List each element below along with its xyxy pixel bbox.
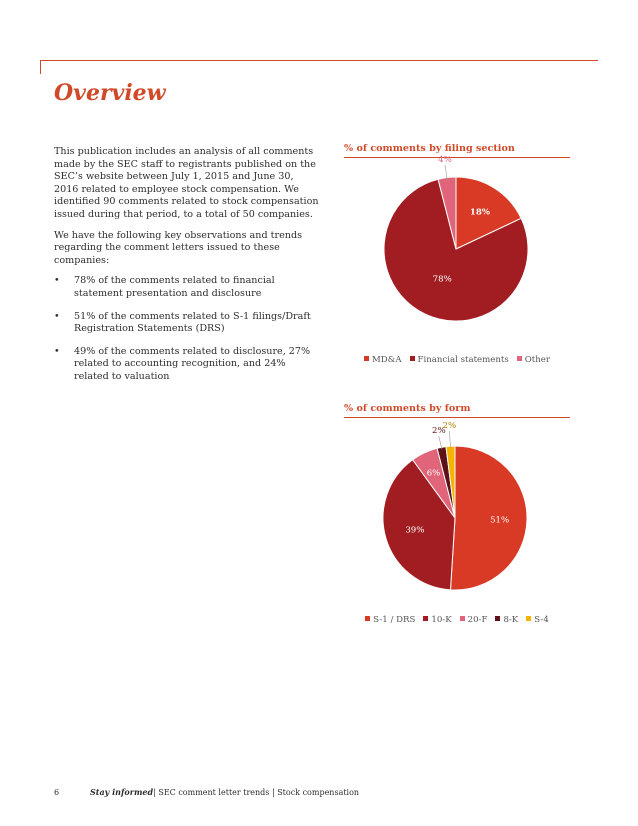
legend-swatch [460,616,465,621]
pie-data-label: 78% [432,274,452,285]
chart-legend [344,615,570,625]
legend-item [423,615,451,625]
legend-label: MD&A [371,355,402,365]
legend-label: S-1 / DRS [373,615,416,625]
pie-data-label: 18% [469,207,490,218]
form-pie-chart [344,421,570,601]
chart-title: % of comments by filing section [344,143,570,158]
list-item [54,346,319,384]
page-footer [54,787,359,797]
body-text [54,146,319,394]
bullet-icon: • [54,345,60,357]
legend-label: Other [524,355,550,365]
page-title: Overview [54,80,166,106]
legend-item [526,615,549,625]
legend-swatch [410,356,415,361]
legend-item [460,615,488,625]
legend-swatch [364,356,369,361]
chart-legend [344,355,570,365]
lead-paragraph: We have the following key observations and trends regarding the comment letters issued to these companies: [54,229,303,266]
legend-label: Financial statements [417,355,509,365]
list-item-text: 49% of the comments related to disclosure, 27% related to accounting recognition, and 24% related to valuation [74,345,311,382]
legend-item [364,355,402,365]
bullet-icon: • [54,275,60,287]
observations-list [54,275,319,383]
pie-data-label: 2% [431,426,446,437]
list-item-text: 78% of the comments related to financial statement presentation and disclosure [74,275,275,299]
footer-brand: Stay informed [90,787,154,797]
page-number: 6 [54,788,60,797]
pie-data-label: 6% [426,468,441,479]
list-item-text: 51% of the comments related to S-1 filings/Draft Registration Statements (DRS) [74,310,311,335]
legend-label: S-4 [534,615,549,625]
pie-data-label: 2% [442,421,457,432]
filing-section-chart-panel [344,143,570,373]
chart-title: % of comments by form [344,403,570,418]
pie-data-label: 51% [490,515,510,526]
legend-item [517,355,550,365]
legend-item [410,355,509,365]
footer-text: | SEC comment letter trends | Stock compensation [153,788,360,797]
legend-swatch [517,356,522,361]
pie-data-label: 39% [405,525,425,536]
intro-paragraph: This publication includes an analysis of all comments made by the SEC staff to registrants published on the SEC’s website between July 1, 2015 and June 30, 2016 related to employee stock compensation. We identified 90 comments related to stock compensation issued during that period, to a total of 50 companies. [54,146,319,220]
filing-section-pie-chart [344,154,570,343]
legend-item [495,615,518,625]
legend-swatch [365,616,370,621]
legend-label: 10-K [431,615,452,625]
legend-label: 8-K [503,615,519,625]
legend-label: 20-F [467,615,488,625]
top-rule-tick [40,60,41,74]
legend-swatch [423,616,428,621]
legend-swatch [495,616,500,621]
top-rule [40,60,598,61]
pie-slice-s-1-drs [450,446,527,590]
bullet-icon: • [54,310,60,322]
list-item [54,311,319,336]
list-item [54,275,319,300]
legend-item [365,615,415,625]
legend-swatch [526,616,531,621]
pie-data-label: 4% [438,154,452,165]
form-chart-panel [344,403,570,633]
